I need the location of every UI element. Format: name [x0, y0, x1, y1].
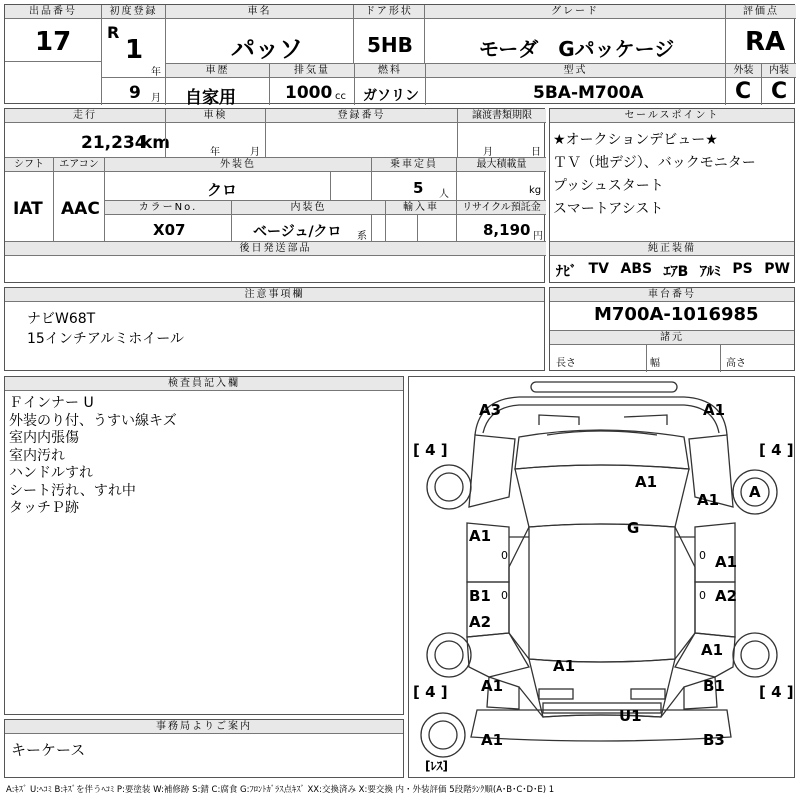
office-label: 事務局よりご案内 — [5, 720, 403, 734]
width-label: 幅 — [650, 358, 660, 369]
insp-month-unit: 月 — [250, 147, 260, 158]
interior-label: 内装 — [762, 64, 796, 78]
grade-label: グレード — [425, 5, 725, 19]
reg-no-label: 登録番号 — [266, 109, 457, 123]
capacity-label: 乗車定員 — [372, 158, 456, 172]
color: クロ — [207, 181, 238, 199]
damage-mark: A1 — [553, 657, 576, 675]
transfer-label: 譲渡書類期限 — [458, 109, 546, 123]
damage-mark: A1 — [481, 731, 504, 749]
shift-label: シフト — [5, 158, 53, 172]
damage-mark: A1 — [697, 491, 720, 509]
fuel: ガソリン — [363, 88, 419, 104]
genuine-item: TV — [588, 261, 609, 277]
recycle-unit: 円 — [533, 231, 543, 242]
recycle-label: リサイクル預託金 — [457, 201, 546, 215]
model: 5BA-M700A — [533, 83, 644, 103]
recycle: 8,190 — [483, 221, 531, 239]
selling-point-2: ＴＶ（地デジ）、バックモニター — [553, 155, 756, 171]
first-reg-year: 1 — [125, 35, 144, 65]
displacement-label: 排気量 — [270, 64, 354, 78]
spare-tire: [ﾚｽ] — [425, 759, 448, 773]
month-unit: 月 — [151, 93, 161, 104]
selling-point-3: プッシュスタート — [553, 178, 664, 194]
int-color-label: 内装色 — [232, 201, 385, 215]
caution-label: 注意事項欄 — [5, 288, 544, 302]
shift: IAT — [13, 199, 43, 219]
door-label: ドア形状 — [354, 5, 424, 19]
import-label: 輸入車 — [386, 201, 456, 215]
displacement-unit: cc — [335, 91, 346, 102]
vehicle-info-panel — [4, 108, 545, 283]
damage-mark: A1 — [701, 641, 724, 659]
payload-unit: kg — [529, 185, 542, 196]
exterior-label: 外装 — [726, 64, 761, 78]
genuine-item: PS — [732, 261, 753, 277]
genuine-equipment-label: 純正装備 — [550, 242, 794, 256]
payload-label: 最大積載量 — [457, 158, 546, 172]
damage-diagram-panel — [408, 376, 795, 778]
damage-mark: A — [749, 483, 761, 501]
damage-mark: A2 — [715, 587, 738, 605]
caution-panel — [4, 287, 545, 371]
damage-mark: A3 — [479, 401, 502, 419]
grade: モーダ Gパッケージ — [479, 37, 675, 61]
tire-rr-depth: [ 4 ] — [759, 683, 794, 701]
tire-fl-depth: [ 4 ] — [413, 441, 448, 459]
door-type: 5HB — [367, 33, 413, 57]
selling-points-panel — [549, 108, 795, 283]
car-outline-diagram — [409, 377, 794, 777]
int-color: ベージュ/クロ — [253, 224, 342, 240]
damage-mark: 0 — [501, 549, 508, 562]
score-label: 評価点 — [726, 5, 796, 19]
int-color-unit: 系 — [357, 231, 367, 242]
fuel-label: 燃料 — [355, 64, 425, 78]
mileage-unit: km — [141, 133, 171, 153]
inspector-notes: Ｆインナー U 外装のり付、うすい線キズ 室内内張傷 室内汚れ ハンドルすれ シート汚れ、すれ中 タッチＰ跡 — [9, 395, 177, 516]
genuine-item: ABS — [620, 261, 653, 277]
lot-no: 17 — [35, 27, 72, 57]
damage-mark: A1 — [715, 553, 738, 571]
era: R — [107, 23, 120, 42]
capacity: 5 — [413, 179, 424, 197]
mileage: 21,234 — [81, 133, 147, 153]
ac: AAC — [61, 199, 100, 219]
legend-footer: A:ｷｽﾞ U:ﾍｺﾐ B:ｷｽﾞを伴うﾍｺﾐ P:要塗装 W:補修跡 S:錆 C:腐食 G:ﾌﾛﾝﾄｶﾞﾗｽ点ｷｽﾞ XX:交換済み X:要交換 内・外装評価 5段階ﾗﾝｸ順(A･B･C･D･E) 1 — [6, 785, 555, 795]
selling-points-label: セールスポイント — [550, 109, 794, 123]
genuine-item: PW — [764, 261, 790, 277]
insp-year-unit: 年 — [210, 147, 220, 158]
damage-mark: A1 — [481, 677, 504, 695]
tire-rl-depth: [ 4 ] — [413, 683, 448, 701]
genuine-equipment-list — [556, 261, 790, 281]
color-label: 外装色 — [105, 158, 371, 172]
selling-point-4: スマートアシスト — [553, 201, 664, 217]
damage-mark: U1 — [619, 707, 642, 725]
chassis-number: M700A-1016985 — [594, 304, 759, 325]
history: 自家用 — [185, 88, 236, 108]
transfer-month-unit: 月 — [483, 147, 493, 158]
model-label: 型式 — [426, 64, 725, 78]
capacity-unit: 人 — [439, 189, 449, 200]
exterior-score: C — [735, 79, 752, 104]
displacement: 1000 — [285, 83, 333, 103]
caution-line-1: ナビW68T — [27, 311, 96, 327]
genuine-item: ｱﾙﾐ — [699, 264, 721, 280]
height-label: 高さ — [726, 358, 746, 369]
chassis-label: 車台番号 — [550, 288, 794, 302]
caution-line-2: 15インチアルミホイール — [27, 331, 184, 347]
damage-mark: A2 — [469, 613, 492, 631]
year-unit: 年 — [151, 67, 161, 78]
genuine-item: ﾅﾋﾞ — [556, 264, 577, 280]
car-name: パッソ — [231, 35, 303, 63]
color-no: X07 — [153, 221, 186, 239]
inspector-panel — [4, 376, 404, 715]
damage-mark: B1 — [469, 587, 491, 605]
first-reg-label: 初度登録 — [102, 5, 165, 19]
office-note: キーケース — [11, 741, 86, 759]
spec-label: 諸元 — [550, 331, 794, 345]
interior-score: C — [771, 79, 788, 104]
inspection-label: 車検 — [166, 109, 265, 123]
chassis-panel — [549, 287, 795, 371]
damage-mark: G — [627, 519, 640, 537]
length-label: 長さ — [556, 358, 576, 369]
tire-fr-depth: [ 4 ] — [759, 441, 794, 459]
first-reg-month: 9 — [129, 83, 141, 103]
transfer-day-unit: 日 — [531, 147, 541, 158]
header-panel — [4, 4, 795, 108]
damage-mark: A1 — [469, 527, 492, 545]
history-label: 車歴 — [166, 64, 269, 78]
car-name-label: 車名 — [166, 5, 353, 19]
damage-mark: 0 — [501, 589, 508, 602]
damage-mark: B1 — [703, 677, 725, 695]
damage-mark: A1 — [635, 473, 658, 491]
damage-mark: A1 — [703, 401, 726, 419]
office-panel — [4, 719, 404, 778]
lot-no-label: 出品番号 — [5, 5, 101, 19]
damage-mark: B3 — [703, 731, 725, 749]
damage-mark: 0 — [699, 549, 706, 562]
damage-mark: 0 — [699, 589, 706, 602]
inspector-label: 検査員記入欄 — [5, 377, 403, 391]
ac-label: エアコン — [54, 158, 104, 172]
score: RA — [745, 27, 786, 57]
genuine-item: ｴｱB — [663, 264, 689, 280]
color-no-label: カラーNo. — [105, 201, 231, 215]
mileage-label: 走行 — [5, 109, 165, 123]
selling-point-1: ★オークションデビュー★ — [553, 132, 718, 148]
later-parts-label: 後日発送部品 — [5, 242, 546, 256]
